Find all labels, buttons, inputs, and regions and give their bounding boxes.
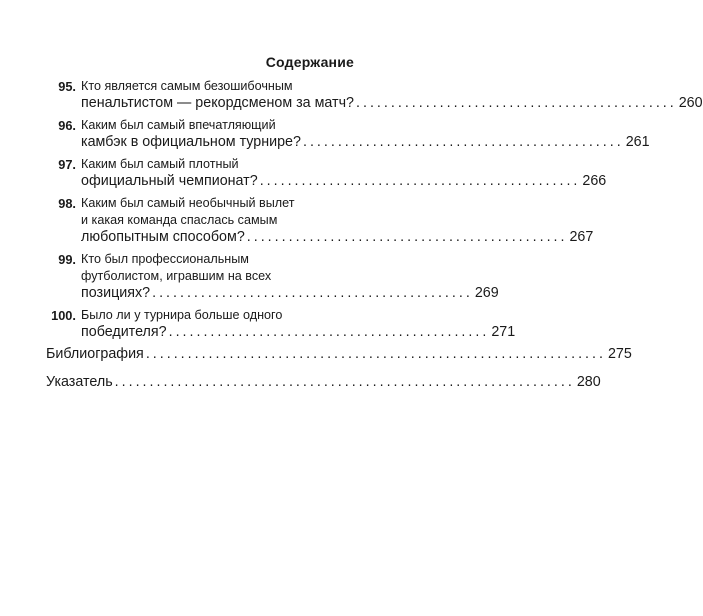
index-page: 280 (576, 374, 601, 390)
bibliography-page: 275 (607, 346, 632, 362)
entry-number: 97. (58, 157, 76, 172)
dot-leader: .............................................. (152, 285, 473, 301)
entry-title-line: Каким был самый плотный (81, 157, 239, 171)
dot-leader: .............................................. (246, 229, 568, 245)
entry-page-number: 269 (474, 285, 499, 301)
entry-title-line: Кто является самым безошибочным (81, 79, 293, 93)
entry-title-line: и какая команда спаслась самым (81, 213, 278, 227)
entry-title-line: Было ли у турнира больше одного (81, 308, 283, 322)
running-header: Содержание (265, 54, 354, 70)
entry-number: 100. (51, 308, 76, 323)
entry-title-last-line[interactable] (81, 285, 499, 302)
entry-title-text: официальный чемпионат? (81, 173, 258, 189)
entry-number: 96. (58, 118, 76, 133)
entry-title-text: победителя? (81, 324, 167, 340)
entry-title-line: Кто был профессиональным (81, 252, 249, 266)
entry-title-last-line[interactable] (81, 173, 607, 190)
entry-title-line: Каким был самый впечатляющий (81, 118, 276, 132)
bibliography-entry[interactable] (46, 346, 632, 363)
entry-title-text: любопытным способом? (81, 229, 245, 245)
entry-title-text: камбэк в официальном турнире? (81, 134, 301, 150)
entry-number: 95. (58, 79, 76, 94)
dot-leader: .................................................................. (145, 346, 606, 362)
entry-page-number: 261 (625, 134, 650, 150)
entry-title-last-line[interactable] (81, 229, 594, 246)
index-title: Указатель (46, 374, 113, 390)
entry-page-number: 271 (491, 324, 516, 340)
entry-number: 98. (58, 196, 76, 211)
entry-title-line: Каким был самый необычный вылет (81, 196, 295, 210)
entry-title-last-line[interactable] (81, 95, 703, 112)
dot-leader: .............................................. (302, 134, 624, 150)
dot-leader: .............................................. (356, 95, 677, 111)
dot-leader: .................................................................. (114, 374, 575, 390)
dot-leader: .............................................. (168, 324, 490, 340)
entry-title-text: пенальтистом — рекордсменом за матч? (81, 95, 355, 111)
entry-title-line: футболистом, игравшим на всех (81, 269, 272, 283)
entry-page-number: 267 (569, 229, 594, 245)
bibliography-title: Библиография (46, 346, 144, 362)
entry-page-number: 266 (582, 173, 607, 189)
index-entry[interactable] (46, 374, 601, 391)
entry-number: 99. (58, 252, 76, 267)
entry-title-last-line[interactable] (81, 134, 650, 151)
entry-title-text: позициях? (81, 285, 151, 301)
entry-title-last-line[interactable] (81, 324, 516, 341)
entry-page-number: 260 (678, 95, 703, 111)
dot-leader: .............................................. (259, 173, 581, 189)
